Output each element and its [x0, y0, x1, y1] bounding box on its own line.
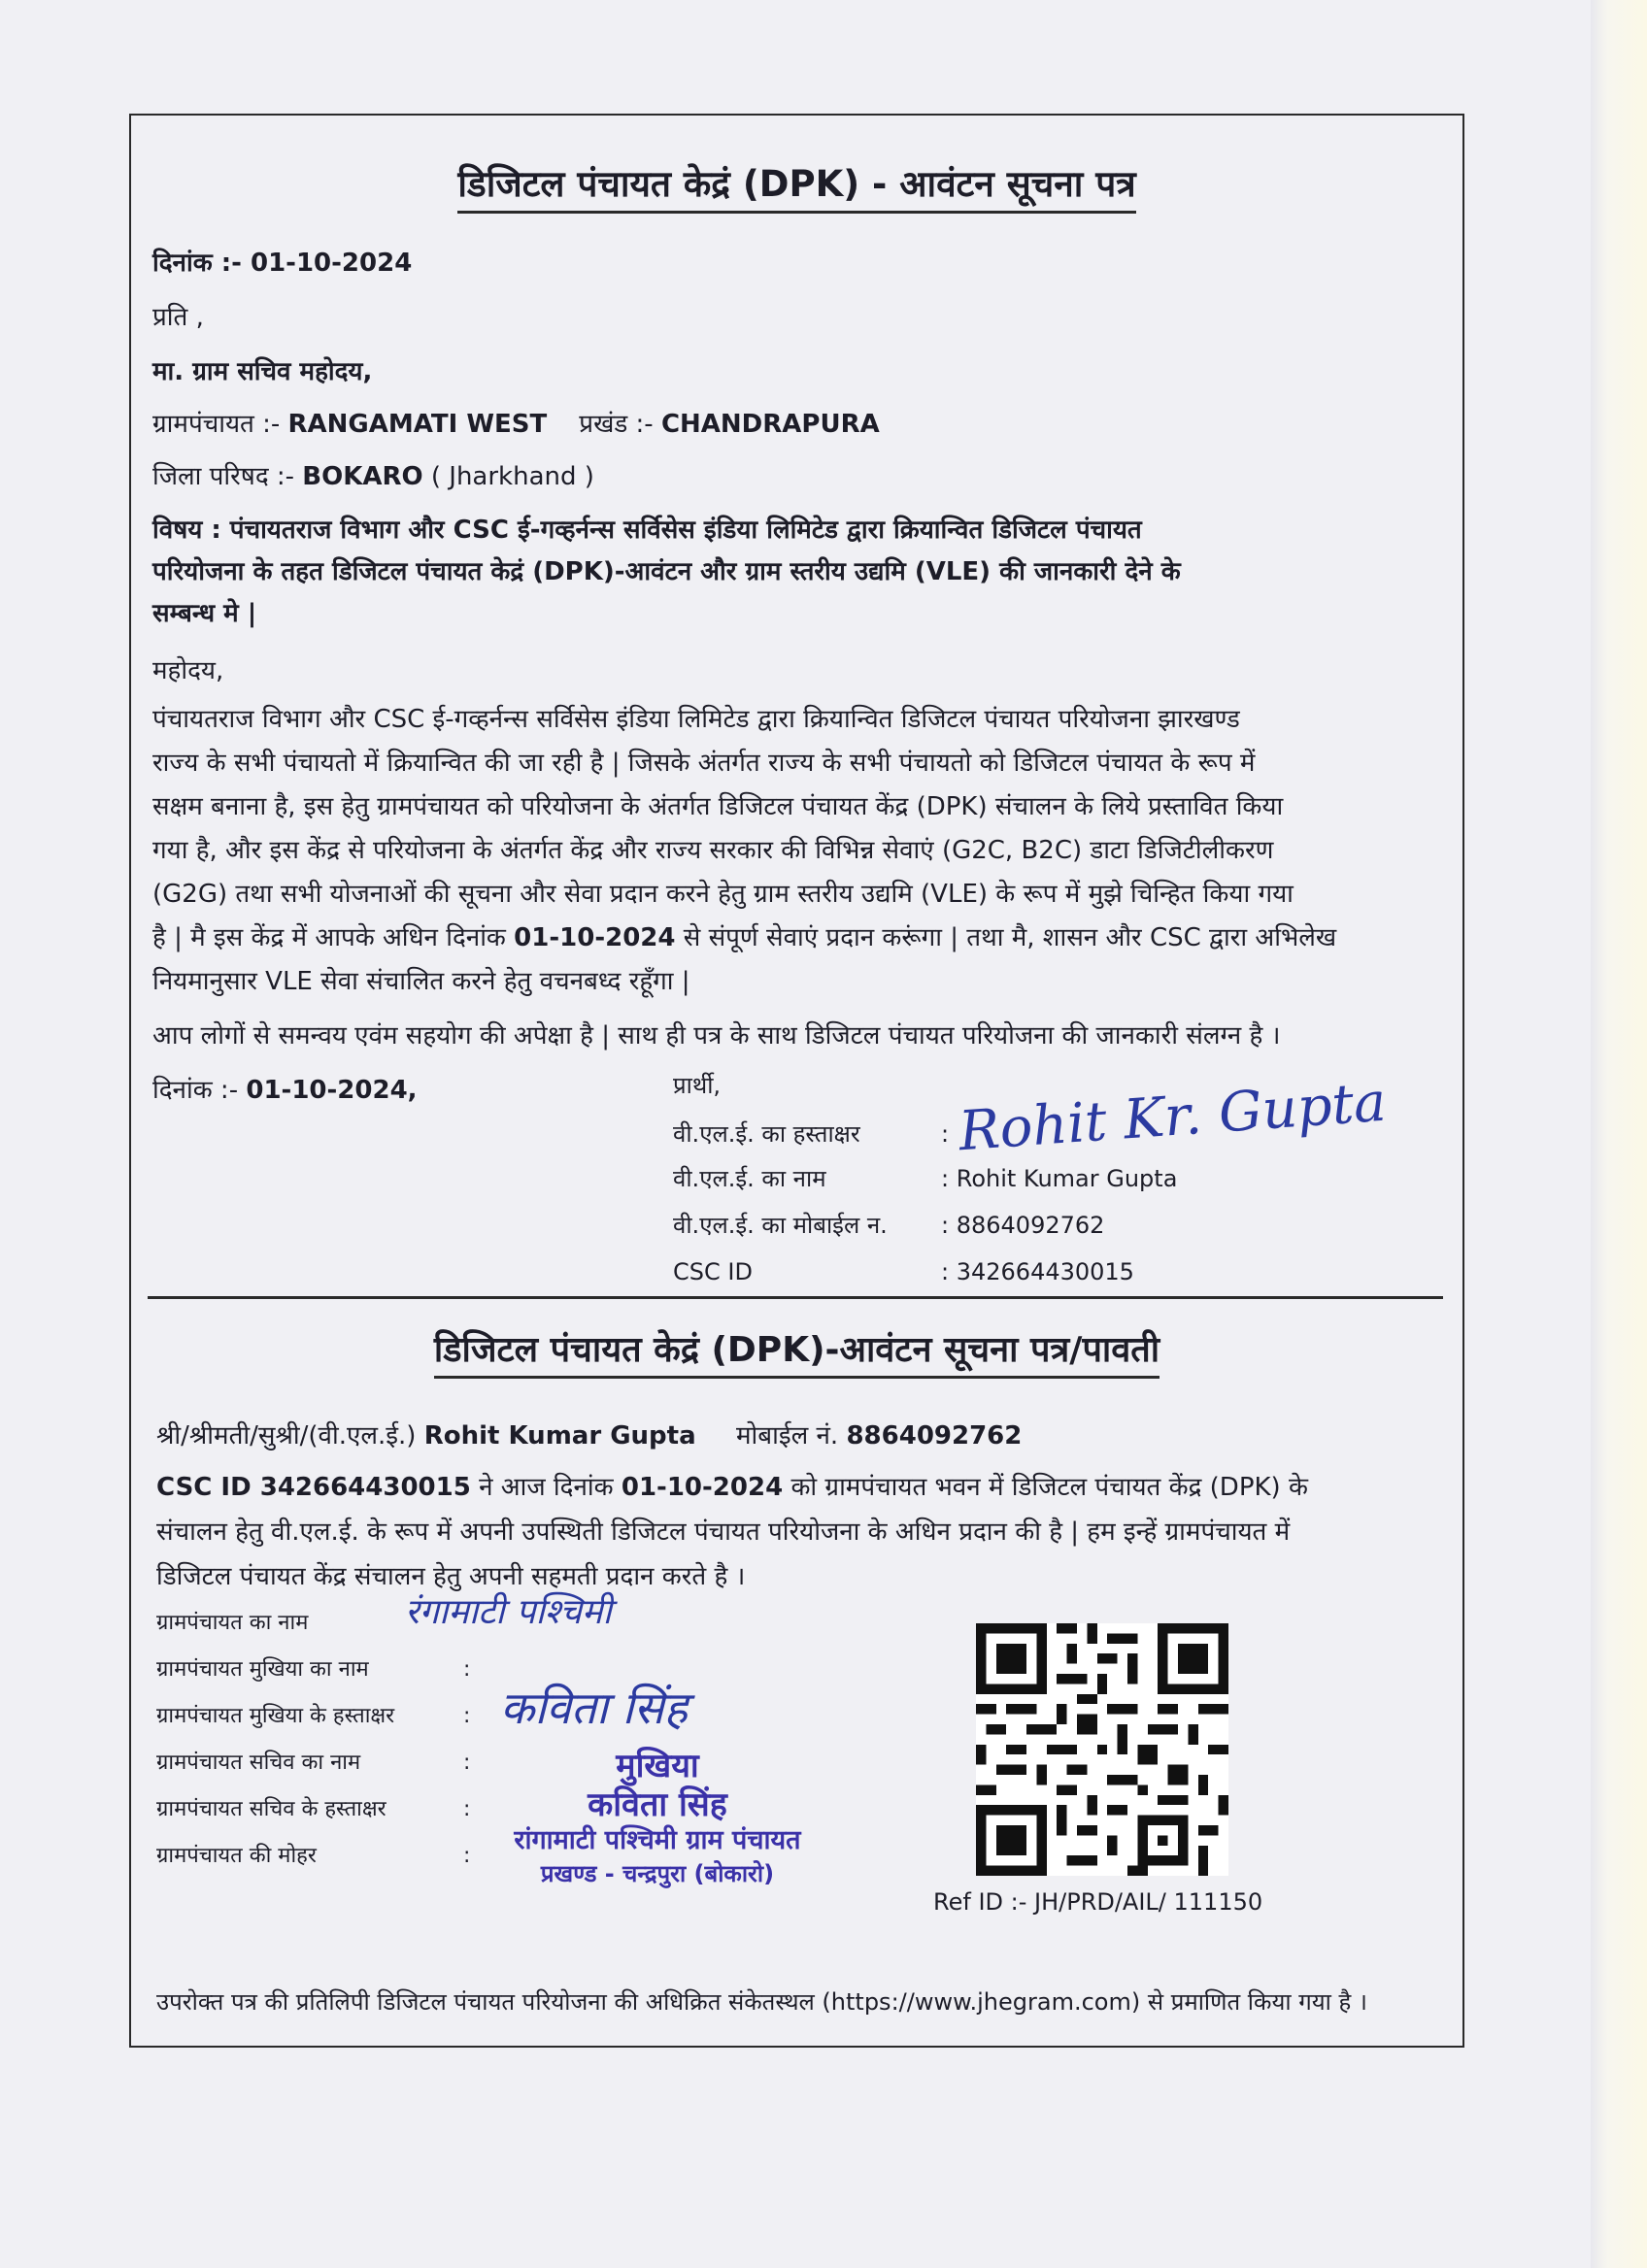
vle-signature-colon: :: [941, 1120, 950, 1148]
block-value: CHANDRAPURA: [660, 410, 880, 439]
csc-id-label: CSC ID: [673, 1258, 753, 1285]
addressee: मा. ग्राम सचिव महोदय,: [152, 357, 373, 386]
to-label: प्रति ,: [152, 303, 204, 332]
body-paragraph: पंचायतराज विभाग और CSC ई-गव्हर्नन्स सर्विसेस इंडिया लिमिटेड द्वारा क्रियान्वित डिजिटल पंचायत परियोजना झारखण्ड राज्य के सभी पंचायतो में क्रियान्वित की जा रही है | जिसके अंतर्गत राज्य के सभी पंचायतो को डिजिटल पंचायत के रूप में सक्षम बनाना है, इस हेतु ग्रामपंचायत को परियोजना के अंतर्गत डिजिटल पंचायत केंद्र (DPK) संचालन के लिये प्रस्तावित किया गया है, और इस केंद्र से परियोजना के अंतर्गत केंद्र और राज्य सरकार की विभिन्न सेवाएं (G2C, B2C) डाटा डिजिटीलीकरण (G2G) तथा सभी योजनाओं की सूचना और सेवा प्रदान करने हेतु ग्राम स्तरीय उद्यमि (VLE) के रूप में मुझे चिन्हित किया गया है | मै इस केंद्र में आपके अधिन दिनांक 01-10-2024 से संपूर्ण सेवाएं प्रदान करूंगा | तथा मै, शासन और CSC द्वारा अभिलेख नियमानुसार VLE सेवा संचालित करने हेतु वचनबध्द रहूँगा |: [152, 705, 1337, 996]
district-line: जिला परिषद :- BOKARO ( Jharkhand ): [152, 462, 594, 491]
subject: विषय : पंचायतराज विभाग और CSC ई-गव्हर्नन्स सर्विसेस इंडिया लिमिटेड द्वारा क्रियान्वित डिजिटल पंचायत परियोजना के तहत डिजिटल पंचायत केद्रं (DPK)-आवंटन और ग्राम स्तरीय उद्यमि (VLE) की जानकारी देने के सम्बन्ध मे |: [152, 516, 1181, 628]
prarthi-label: प्रार्थी,: [673, 1072, 722, 1099]
salutation: महोदय,: [152, 656, 224, 685]
vle-name-value: : Rohit Kumar Gupta: [941, 1165, 1178, 1192]
receipt-mobile: 8864092762: [846, 1421, 1023, 1451]
cooperation-line: आप लोगों से समन्वय एवंम सहयोग की अपेक्षा है | साथ ही पत्र के साथ डिजिटल पंचायत परियोजना की जानकारी संलग्न है ।: [152, 1021, 1281, 1051]
vle-signature-label: वी.एल.ई. का हस्ताक्षर: [673, 1120, 860, 1148]
gp-seal-label: ग्रामपंचायत की मोहर: [156, 1844, 317, 1868]
vle-name-label: वी.एल.ई. का नाम: [673, 1165, 826, 1192]
paper-edge: [1591, 0, 1647, 2268]
gp-block-line: ग्रामपंचायत :- RANGAMATI WEST प्रखंड :- CHANDRAPURA: [152, 410, 880, 439]
mukhiya-name-label: ग्रामपंचायत मुखिया का नाम: [156, 1657, 369, 1682]
gp-name-handwriting: रंगामाटी पश्चिमी: [405, 1592, 612, 1632]
vle-mobile-value: : 8864092762: [941, 1212, 1105, 1239]
ref-id: Ref ID :- JH/PRD/AIL/ 111150: [933, 1888, 1263, 1916]
csc-id-value: : 342664430015: [941, 1258, 1134, 1285]
vle-mobile-label: वी.एल.ई. का मोबाईल न.: [673, 1212, 888, 1239]
receipt-title: डिजिटल पंचायत केद्रं (DPK)-आवंटन सूचना पत्र/पावती: [131, 1333, 1462, 1368]
document-frame: डिजिटल पंचायत केद्रं (DPK) - आवंटन सूचना पत्र दिनांक :- 01-10-2024 प्रति , मा. ग्राम सचिव महोदय, ग्रामपंचायत :- RANGAMATI WEST प्रखंड :- CHANDRAPURA जिला परिषद :- BOKARO ( Jharkhand ) विषय : पंचायतराज विभाग और CSC ई-गव्हर्नन्स सर्विसेस इंडिया लिमिटेड द्वारा क्रियान्वित डिजिटल पंचायत परियोजना के तहत डिजिटल पंचायत केद्रं (DPK)-आवंटन और ग्राम स्तरीय उद्यमि (VLE) की जानकारी देने के सम्बन्ध मे | महोदय, पंचायतराज विभाग और CSC ई-गव्हर्नन्स सर्विसेस इंडिया लिमिटेड द्वारा क्रियान्वित डिजिटल पंचायत परियोजना झारखण्ड राज्य के सभी पंचायतो में क्रियान्वित की जा रही है | जिसके अंतर्गत राज्य के सभी पंचायतो को डिजिटल पंचायत के रूप में सक्षम बनाना है, इस हेतु ग्रामपंचायत को परियोजना के अंतर्गत डिजिटल पंचायत केंद्र (DPK) संचालन के लिये प्रस्तावित किया गया है, और इस केंद्र से परियोजना के अंतर्गत केंद्र और राज्य सरकार की विभिन्न सेवाएं (G2C, B2C) डाटा डिजिटीलीकरण (G2G) तथा सभी योजनाओं की सूचना और सेवा प्रदान करने हेतु ग्राम स्तरीय उद्यमि (VLE) के रूप में मुझे चिन्हित किया गया है | मै इस केंद्र में आपके अधिन दिनांक 01-10-2024 से संपूर्ण सेवाएं प्रदान करूंगा | तथा मै, शासन और CSC द्वारा अभिलेख नियमानुसार VLE सेवा संचालित करने हेतु वचनबध्द रहूँगा | आप लोगों से समन्वय एवंम सहयोग की अपेक्षा है | साथ ही पत्र के साथ डिजिटल पंचायत परियोजना की जानकारी संलग्न है । दिनांक :- 01-10-2024, प्रार्थी, वी.एल.ई. का हस्ताक्षर : Rohit Kr. Gupta वी.एल.ई. का नाम : Rohit Kumar Gupta वी.एल.ई. का मोबाईल न. : 8864092762 CSC ID : 342664430015 डिजिटल पंचायत केद्रं (DPK)-आवंटन सूचना पत्र/पावती श्री/श्रीमती/सुश्री/(वी.एल.ई.) Rohit Kumar Gupta मोबाईल नं. 8864092762 CSC ID 342664430015 ने आज दिनांक 01-10-2024 को ग्रामपंचायत भवन में डिजिटल पंचायत केंद्र (DPK) के संचालन हेतु वी.एल.ई. के रूप में अपनी उपस्थिती डिजिटल पंचायत परियोजना के अधिन प्रदान की है | हम इन्हें ग्रामपंचायत में डिजिटल पंचायत केंद्र संचालन हेतु अपनी सहमती प्रदान करते है । ग्रामपंचायत का नाम ग्रामपंचायत मुखिया का नाम : ग्रामपंचायत मुखिया के हस्ताक्षर : ग्रामपंचायत सचिव का नाम : ग्रामपंचायत सचिव के हस्ताक्षर : ग्रामपंचायत की मोहर : रंगामाटी पश्चिमी कविता सिंह मुखिया कविता सिंह रांगामाटी पश्चिमी ग्राम पंचायत प्रखण्ड - चन्द्रपुरा (बोकारो) Ref ID :- JH/PRD/AIL/ 111150 उपरोक्त पत्र की प्रतिलिपी डिजिटल पंचायत परियोजना की अधिक्रित संकेतस्थल (https://www.jhegram.com) से प्रमाणित किया गया है ।: [129, 114, 1464, 2048]
gp-name-label: ग्रामपंचायत का नाम: [156, 1611, 309, 1635]
footer-note: उपरोक्त पत्र की प्रतिलिपी डिजिटल पंचायत परियोजना की अधिक्रित संकेतस्थल (https://www.jhegram.com) से प्रमाणित किया गया है ।: [156, 1988, 1367, 2016]
district-value: BOKARO: [302, 462, 423, 491]
vle-signature-handwriting: Rohit Kr. Gupta: [957, 1070, 1389, 1164]
applicant-date: दिनांक :- 01-10-2024,: [152, 1076, 418, 1105]
section-divider: [148, 1296, 1443, 1299]
mukhiya-signature-handwriting: कविता सिंह: [500, 1682, 689, 1734]
gp-value: RANGAMATI WEST: [287, 410, 548, 439]
gp-seal-stamp: मुखिया कविता सिंह रांगामाटी पश्चिमी ग्राम पंचायत प्रखण्ड - चन्द्रपुरा (बोकारो): [514, 1747, 801, 1887]
letter-date: दिनांक :- 01-10-2024: [152, 249, 413, 278]
receipt-vle-line: श्री/श्रीमती/सुश्री/(वी.एल.ई.) Rohit Kumar Gupta मोबाईल नं. 8864092762: [156, 1421, 1023, 1451]
mukhiya-signature-label: ग्रामपंचायत मुखिया के हस्ताक्षर: [156, 1704, 395, 1728]
receipt-vle-name: Rohit Kumar Gupta: [423, 1421, 696, 1451]
secretary-name-label: ग्रामपंचायत सचिव का नाम: [156, 1751, 361, 1775]
receipt-paragraph: CSC ID 342664430015 ने आज दिनांक 01-10-2024 को ग्रामपंचायत भवन में डिजिटल पंचायत केंद्र (DPK) के संचालन हेतु वी.एल.ई. के रूप में अपनी उपस्थिती डिजिटल पंचायत परियोजना के अधिन प्रदान की है | हम इन्हें ग्रामपंचायत में डिजिटल पंचायत केंद्र संचालन हेतु अपनी सहमती प्रदान करते है ।: [156, 1473, 1308, 1591]
secretary-signature-label: ग्रामपंचायत सचिव के हस्ताक्षर: [156, 1797, 387, 1821]
qr-code: [976, 1623, 1228, 1876]
letter-title: डिजिटल पंचायत केद्रं (DPK) - आवंटन सूचना पत्र: [131, 166, 1462, 202]
